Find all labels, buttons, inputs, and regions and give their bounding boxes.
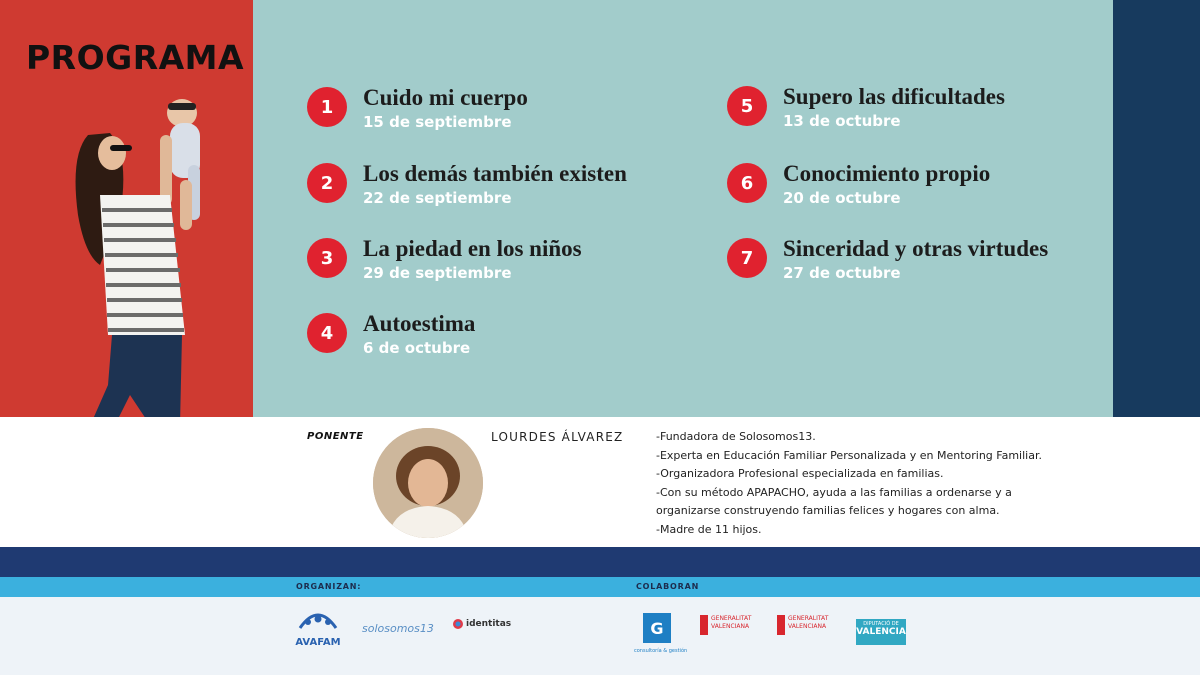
avafam-logo (293, 608, 343, 660)
cg-icon (643, 613, 671, 643)
program-item-7 (727, 236, 1048, 282)
cg-logo-text: consultoría & gestión (634, 648, 688, 654)
item-number-badge: 1 (307, 87, 347, 127)
logos-area (0, 597, 1200, 675)
item-date: 6 de octubre (363, 339, 471, 357)
footer-label-band (0, 577, 1200, 597)
generalitat-logo-text: GENERALITAT VALENCIANA (788, 615, 829, 630)
item-title: La piedad en los niños (363, 236, 582, 261)
item-date: 13 de octubre (783, 112, 901, 130)
item-title: Los demás también existen (363, 161, 627, 186)
item-number-badge: 7 (727, 238, 767, 278)
item-number-badge: 3 (307, 238, 347, 278)
item-title: Cuido mi cuerpo (363, 85, 528, 110)
item-number-badge: 5 (727, 86, 767, 126)
diputacion-valencia-logo (856, 619, 906, 645)
colaboran-label: COLABORAN (636, 582, 700, 591)
generalitat-shield-icon (777, 615, 785, 635)
diputacion-logo-top: DIPUTACIÓ DE (863, 621, 899, 627)
item-date: 15 de septiembre (363, 113, 512, 131)
program-item-1 (307, 85, 528, 131)
generalitat-logo-text: GENERALITAT VALENCIANA (711, 615, 752, 630)
program-item-6 (727, 161, 990, 207)
page-title: PROGRAMA (26, 38, 245, 77)
bio-line: -Fundadora de Solosomos13. (656, 430, 816, 443)
identitas-icon (452, 618, 464, 630)
generalitat-logo-1 (700, 615, 759, 635)
organizan-label: ORGANIZAN: (296, 582, 362, 591)
item-number-badge: 4 (307, 313, 347, 353)
item-date: 27 de octubre (783, 264, 901, 282)
cg-logo (634, 613, 688, 654)
svg-text:G: G (650, 619, 664, 638)
generalitat-logo-2 (777, 615, 836, 635)
bio-line: -Con su método APAPACHO, ayuda a las familias a ordenarse y a organizarse construyendo familias felices y hogares con alma. (656, 485, 1012, 518)
item-date: 22 de septiembre (363, 189, 512, 207)
bio-line: -Organizadora Profesional especializada en familias. (656, 467, 944, 481)
item-title: Sinceridad y otras virtudes (783, 236, 1049, 261)
item-title: Conocimiento propio (783, 161, 991, 186)
program-item-2 (307, 161, 627, 207)
program-item-5 (727, 84, 1005, 130)
speaker-label: PONENTE (307, 431, 364, 442)
item-date: 20 de octubre (783, 189, 901, 207)
item-number-badge: 2 (307, 163, 347, 203)
footer-navy-band (0, 547, 1200, 577)
identitas-logo (452, 618, 511, 630)
speaker-bio (656, 428, 1076, 540)
identitas-logo-text: identitas (466, 619, 512, 629)
speaker-avatar (373, 428, 483, 538)
program-item-4 (307, 311, 475, 357)
generalitat-shield-icon (700, 615, 708, 635)
bio-line: -Experta en Educación Familiar Personalizada y en Mentoring Familiar. (656, 448, 1042, 462)
right-navy-panel (1113, 0, 1200, 417)
item-title: Autoestima (363, 311, 476, 336)
program-item-3 (307, 236, 582, 282)
solosomos13-logo: solosomos13 (362, 622, 434, 635)
diputacion-logo-main: VALENCIA (856, 627, 906, 637)
item-title: Supero las dificultades (783, 84, 1005, 109)
avafam-logo-text: AVAFAM (295, 637, 341, 648)
item-number-badge: 6 (727, 163, 767, 203)
item-date: 29 de septiembre (363, 264, 512, 282)
speaker-name: LOURDES ÁLVAREZ (491, 430, 624, 444)
bio-line: -Madre de 11 hijos. (656, 522, 762, 536)
family-icon (296, 608, 340, 632)
